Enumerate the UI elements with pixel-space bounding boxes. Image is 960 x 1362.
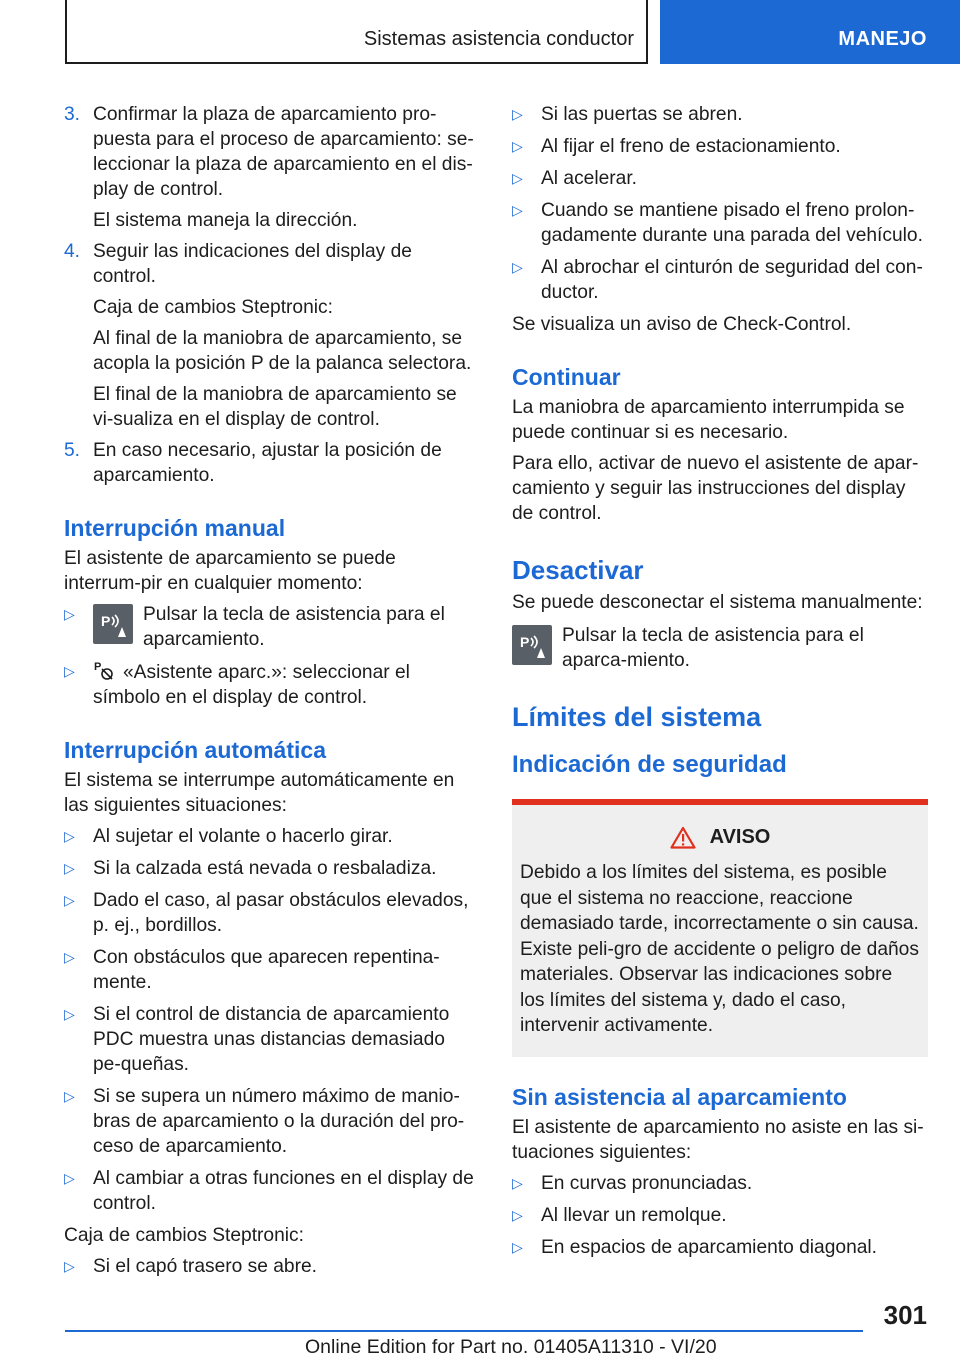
paragraph: Se puede desconectar el sistema manualmente: bbox=[512, 592, 923, 613]
triangle-right-icon: ▷ bbox=[512, 138, 523, 154]
list-item bbox=[64, 1084, 476, 1159]
list-item bbox=[512, 1203, 928, 1228]
park-assist-button-icon bbox=[93, 604, 133, 644]
list-item bbox=[512, 198, 928, 248]
warning-text: Debido a los límites del sistema, es posible que el sistema no reaccione, reaccione demasiado tarde, incorrectamente o sin causa. Existe peli-gro de accidente o peligro de daños materiales. Observar las indicaciones sobre los límites del sistema y, dado el caso, intervenir activamente. bbox=[520, 862, 919, 1036]
heading-safety-note: Indicación de seguridad bbox=[512, 751, 787, 778]
list-item bbox=[512, 102, 928, 127]
heading-continue: Continuar bbox=[512, 364, 621, 390]
triangle-right-icon: ▷ bbox=[64, 828, 75, 844]
list-item-text: «Asistente aparc.»: seleccionar el símbolo en el display de control. bbox=[93, 662, 410, 708]
list-item bbox=[512, 166, 928, 191]
step-subtext: Caja de cambios Steptronic: bbox=[93, 297, 333, 318]
left-column bbox=[64, 102, 476, 1286]
list-item-text: En curvas pronunciadas. bbox=[541, 1172, 753, 1194]
list-item bbox=[64, 1166, 476, 1216]
list-item-text: Si la calzada está nevada o resbaladiza. bbox=[93, 858, 437, 879]
paragraph: Se visualiza un aviso de Check-Control. bbox=[512, 314, 852, 335]
step-text: En caso necesario, ajustar la posición de aparcamiento. bbox=[93, 440, 442, 486]
button-instruction-text: Pulsar la tecla de asistencia para el aparca-miento. bbox=[562, 625, 864, 671]
triangle-right-icon: ▷ bbox=[64, 1088, 75, 1104]
triangle-right-icon: ▷ bbox=[512, 259, 523, 275]
triangle-right-icon: ▷ bbox=[64, 606, 75, 622]
list-item-text: Si el capó trasero se abre. bbox=[93, 1256, 317, 1277]
warning-header bbox=[520, 825, 920, 850]
footer-edition: Online Edition for Part no. 01405A11310 - VI/20 bbox=[305, 1336, 717, 1358]
step-subtext: El final de la maniobra de aparcamiento se vi-sualiza en el display de control. bbox=[93, 384, 457, 430]
list-item-text: Al fijar el freno de estacionamiento. bbox=[541, 136, 841, 157]
step-subtext: El sistema maneja la dirección. bbox=[93, 210, 358, 231]
list-item bbox=[512, 1171, 928, 1196]
step-number: 3. bbox=[64, 104, 81, 125]
triangle-right-icon: ▷ bbox=[512, 1174, 523, 1191]
triangle-right-icon: ▷ bbox=[64, 892, 75, 908]
list-item bbox=[64, 824, 476, 849]
right-column bbox=[512, 102, 928, 1267]
list-item bbox=[64, 856, 476, 881]
list-item-text: Cuando se mantiene pisado el freno prolon-gadamente durante una parada del vehículo. bbox=[541, 200, 923, 246]
paragraph: El asistente de aparcamiento se puede interrum-pir en cualquier momento: bbox=[64, 548, 396, 594]
svg-text:P: P bbox=[520, 634, 530, 650]
svg-text:P: P bbox=[94, 661, 102, 673]
triangle-right-icon: ▷ bbox=[64, 1006, 75, 1022]
triangle-right-icon: ▷ bbox=[512, 106, 523, 122]
heading-deactivate: Desactivar bbox=[512, 555, 644, 585]
step-3 bbox=[64, 102, 476, 233]
header-chapter-tab bbox=[660, 0, 960, 64]
heading-no-assistance: Sin asistencia al aparcamiento bbox=[512, 1083, 847, 1110]
triangle-right-icon: ▷ bbox=[512, 1238, 523, 1255]
list-item-text: Pulsar la tecla de asistencia para el aparcamiento. bbox=[143, 604, 445, 650]
triangle-right-icon: ▷ bbox=[64, 949, 75, 965]
list-item-text: Si el control de distancia de aparcamiento PDC muestra unas distancias demasiado pe-queñas. bbox=[93, 1004, 450, 1075]
list-item-text: Dado el caso, al pasar obstáculos elevados, p. ej., bordillos. bbox=[93, 890, 469, 936]
list-item bbox=[512, 134, 928, 159]
triangle-right-icon: ▷ bbox=[512, 1206, 523, 1223]
list-item-text: Con obstáculos que aparecen repentina-mente. bbox=[93, 947, 440, 993]
header-chapter-title: MANEJO bbox=[838, 28, 927, 50]
step-text: Confirmar la plaza de aparcamiento pro-puesta para el proceso de aparcamiento: se-leccionar la plaza de aparcamiento en el dis-play de control. bbox=[93, 104, 474, 200]
paragraph: Caja de cambios Steptronic: bbox=[64, 1225, 304, 1246]
triangle-right-icon: ▷ bbox=[512, 202, 523, 218]
list-item bbox=[64, 1002, 476, 1077]
header-section-title: Sistemas asistencia conductor bbox=[363, 28, 634, 50]
heading-automatic-interruption: Interrupción automática bbox=[64, 737, 326, 763]
triangle-right-icon: ▷ bbox=[64, 663, 75, 679]
list-item-text: Si se supera un número máximo de manio-bras de aparcamiento o la duración del pro-ceso de aparcamiento. bbox=[93, 1086, 465, 1157]
list-item bbox=[64, 1254, 476, 1279]
list-item bbox=[64, 945, 476, 995]
paragraph: La maniobra de aparcamiento interrumpida se puede continuar si es necesario. bbox=[512, 397, 905, 443]
heading-manual-interruption: Interrupción manual bbox=[64, 515, 286, 541]
warning-title: AVISO bbox=[709, 826, 771, 848]
list-item-text: Al llevar un remolque. bbox=[541, 1204, 727, 1226]
step-subtext: Al final de la maniobra de aparcamiento, se acopla la posición P de la palanca selectora. bbox=[93, 328, 472, 374]
list-item-text: Al acelerar. bbox=[541, 168, 637, 189]
list-item-text: Al cambiar a otras funciones en el display de control. bbox=[93, 1168, 474, 1214]
list-item-text: En espacios de aparcamiento diagonal. bbox=[541, 1236, 878, 1258]
paragraph: El asistente de aparcamiento no asiste en las si-tuaciones siguientes: bbox=[512, 1116, 924, 1163]
park-assist-button-icon bbox=[512, 625, 552, 665]
step-4 bbox=[64, 239, 476, 432]
list-item-text: Al sujetar el volante o hacerlo girar. bbox=[93, 826, 393, 847]
list-item bbox=[512, 1235, 928, 1260]
triangle-right-icon: ▷ bbox=[64, 860, 75, 876]
triangle-right-icon: ▷ bbox=[64, 1258, 75, 1274]
warning-triangle-icon bbox=[670, 826, 696, 849]
button-instruction bbox=[512, 623, 928, 673]
paragraph: Para ello, activar de nuevo el asistente de apar-camiento y seguir las instrucciones del display de control. bbox=[512, 453, 919, 524]
list-item-text: Si las puertas se abren. bbox=[541, 104, 743, 125]
step-text: Seguir las indicaciones del display de control. bbox=[93, 241, 412, 287]
step-number: 5. bbox=[64, 440, 81, 461]
list-item bbox=[64, 602, 476, 652]
park-assist-symbol-icon bbox=[93, 659, 115, 681]
svg-text:P: P bbox=[101, 613, 111, 629]
list-item bbox=[64, 888, 476, 938]
footer-divider bbox=[65, 1330, 863, 1332]
header-section-tab bbox=[65, 0, 648, 64]
heading-system-limits: Límites del sistema bbox=[512, 702, 762, 732]
list-item bbox=[512, 255, 928, 305]
step-number: 4. bbox=[64, 241, 81, 262]
step-5 bbox=[64, 438, 476, 488]
warning-box bbox=[512, 799, 928, 1057]
triangle-right-icon: ▷ bbox=[64, 1170, 75, 1186]
paragraph: El sistema se interrumpe automáticamente en las siguientes situaciones: bbox=[64, 770, 455, 816]
list-item-text: Al abrochar el cinturón de seguridad del con-ductor. bbox=[541, 257, 923, 303]
triangle-right-icon: ▷ bbox=[512, 170, 523, 186]
page-number: 301 bbox=[883, 1300, 927, 1330]
list-item bbox=[64, 659, 476, 710]
